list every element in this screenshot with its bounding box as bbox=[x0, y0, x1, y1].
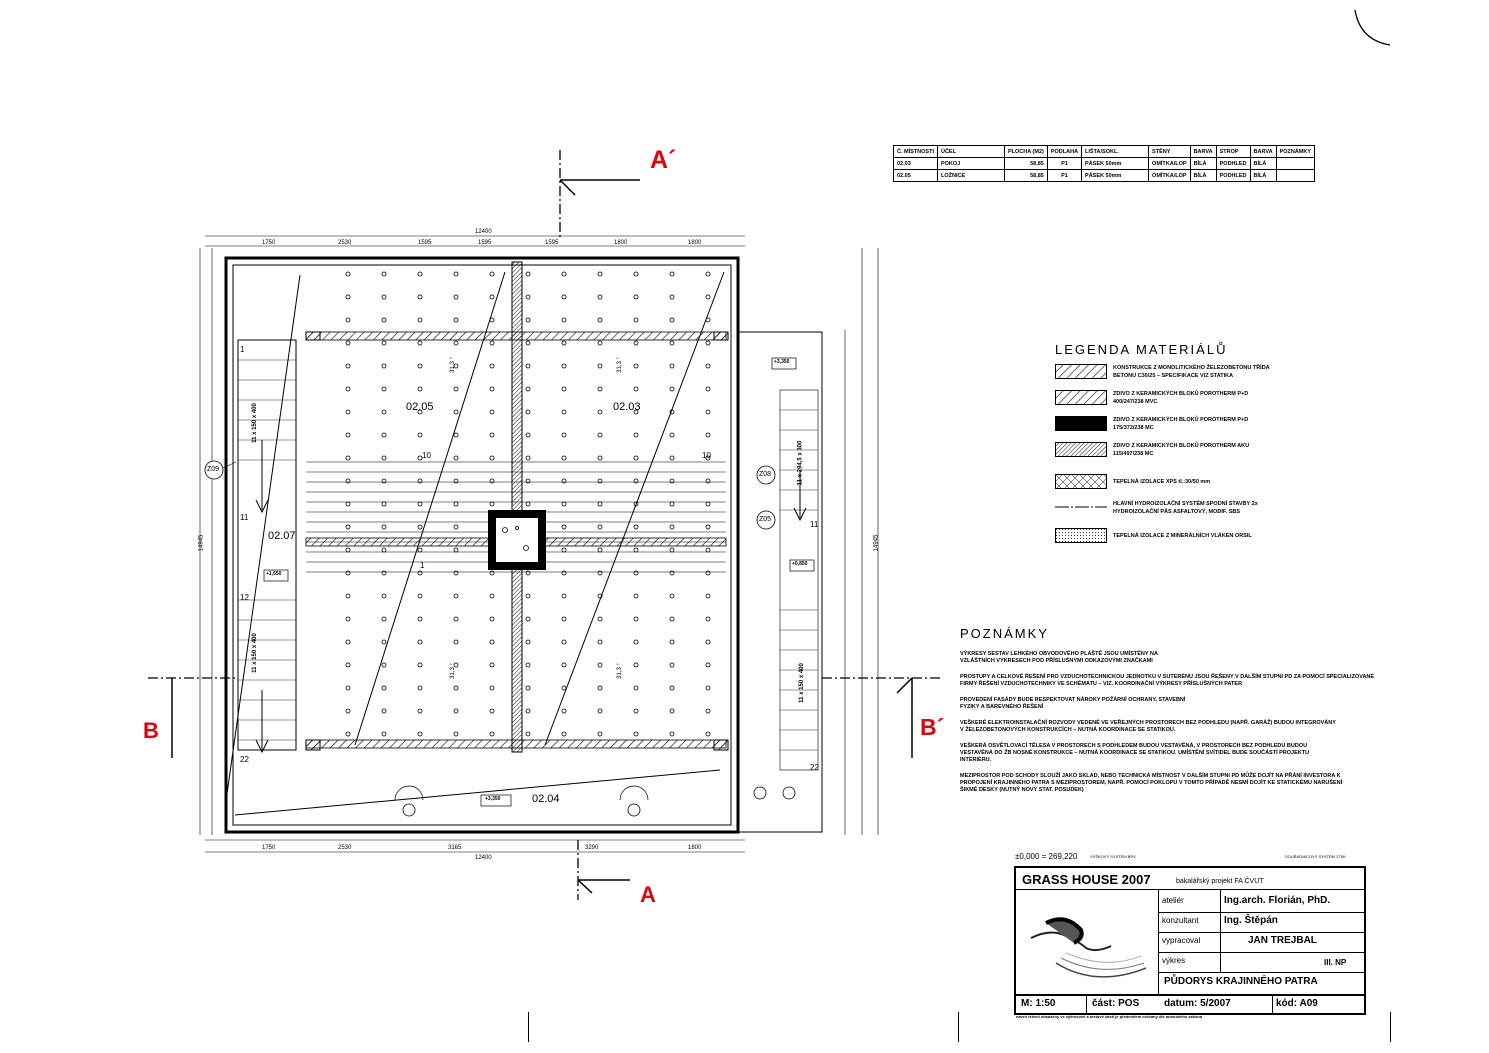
tb-value: Ing. Štěpán bbox=[1224, 915, 1278, 926]
total-width-dim: 12400 bbox=[475, 229, 492, 235]
tb-value: JAN TREJBAL bbox=[1248, 935, 1317, 946]
drawing-name: PŮDORYS KRAJINNÉHO PATRA bbox=[1164, 976, 1318, 987]
dim-bottom: 3165 bbox=[448, 845, 462, 851]
room-schedule-table bbox=[893, 145, 1315, 182]
dim-bottom: 1750 bbox=[262, 845, 276, 851]
note-paragraph: PROVEDENÍ FASÁDY BUDE RESPEKTOVAT NÁROKY POŽÁRNÍ OCHRANY, STAVEBNÍ FYZIKY A BAREVNÉHO ŘEŠENÍ bbox=[960, 697, 1186, 710]
callout-z08: Z08 bbox=[759, 471, 772, 478]
elevation-note: VÝŠKOVÝ SYSTÉM BPV bbox=[1090, 854, 1136, 859]
legend-item-label: HLAVNÍ HYDROIZOLAČNÍ SYSTÉM SPODNÍ STAVBY 2x HYDROIZOLAČNÍ PÁS ASFALTOVÝ, MODIF. SBS bbox=[1113, 501, 1258, 515]
title-block bbox=[1014, 866, 1366, 1015]
room-label-0203: 02.03 bbox=[613, 401, 641, 413]
dim-top: 1800 bbox=[614, 240, 628, 246]
table-cell: PODHLED bbox=[1216, 170, 1250, 182]
level-mark: +3,350 bbox=[774, 359, 790, 365]
tb-value: Ing.arch. Florián, PhD. bbox=[1224, 895, 1331, 906]
dots-swatch-icon bbox=[1055, 528, 1107, 543]
tb-label: výkres bbox=[1162, 956, 1186, 965]
dim-top: 1595 bbox=[418, 240, 432, 246]
table-header-cell: BARVA bbox=[1190, 146, 1216, 158]
table-cell: PÁSEK 50mm bbox=[1082, 158, 1149, 170]
slope-mark: 31,3 ° bbox=[449, 357, 456, 373]
legend-title: LEGENDA MATERIÁLŮ bbox=[1055, 342, 1228, 357]
hatch-dense-swatch-icon bbox=[1055, 442, 1107, 457]
hatch-wide-swatch-icon bbox=[1055, 364, 1107, 379]
dim-top: 1750 bbox=[262, 240, 276, 246]
callout-z09: Z09 bbox=[207, 466, 220, 473]
project-subtitle: bakalářský projekt FA ČVUT bbox=[1176, 878, 1264, 885]
solid-swatch-icon bbox=[1055, 416, 1107, 431]
total-height-dim: 14945 bbox=[873, 534, 880, 552]
line-swatch-icon bbox=[1055, 500, 1107, 515]
dim-top: 2530 bbox=[338, 240, 352, 246]
callout-z05: Z05 bbox=[759, 516, 772, 523]
note-paragraph: PROSTUPY A CELKOVÉ ŘEŠENÍ PRO VZDUCHOTECHNICKOU JEDNOTKU V SUTERÉNU JSOU ŘEŠENY V DALŠÍM STUPNI PD ZA POMOCÍ SPECIALIZOVANÉ FIRMY ŘEŠENÍ VZDUCHOTECHNIKY VE SCHÉMATU – VIZ. KOORDINAČNÍ VÝKRESY PŘÍSLUŠNÝCH PATER bbox=[960, 674, 1375, 687]
table-cell: PÁSEK 50mm bbox=[1082, 170, 1149, 182]
table-header-cell: BARVA bbox=[1250, 146, 1276, 158]
tb-value: III. NP bbox=[1324, 958, 1347, 967]
tb-hline bbox=[1158, 912, 1364, 913]
legend-item-label: TEPELNÁ IZOLACE Z MINERÁLNÍCH VLÁKEN ORSIL bbox=[1113, 533, 1252, 539]
tb-label: ateliér bbox=[1162, 896, 1184, 905]
stair-spec: 11 x 294,5 x 300 bbox=[797, 440, 804, 486]
tb-vline bbox=[1220, 890, 1221, 972]
tb-vline bbox=[1158, 890, 1159, 994]
stair-spec: 11 x 150 x 400 bbox=[251, 633, 258, 673]
table-cell bbox=[1276, 158, 1314, 170]
level-mark: +0,850 bbox=[792, 561, 808, 567]
table-header-cell: PODLAHA bbox=[1047, 146, 1081, 158]
stair-spec: 11 x 150 x 400 bbox=[251, 403, 258, 443]
table-cell: P1 bbox=[1047, 158, 1081, 170]
step-number: 11 bbox=[810, 520, 819, 529]
slope-mark: 31,3 ° bbox=[616, 663, 623, 679]
slope-mark: 31,3 ° bbox=[616, 357, 623, 373]
legend-item-label: ZDIVO Z KERAMICKÝCH BLOKŮ POROTHERM P+D 400/247/238 MVC bbox=[1113, 391, 1249, 405]
grass-sketch-image bbox=[1026, 908, 1151, 983]
note-paragraph: VEŠKERÁ OSVĚTLOVACÍ TĚLESA V PROSTORECH S PODHLEDEM BUDOU VESTAVĚNÁ, V PROSTORECH BEZ PODHLEDU BUDOU VESTAVĚNÁ DO ŽB NOSNÉ KONSTRUKCE – NUTNÁ KOORDINACE SE STATIKOU. UMÍSTĚNÍ SVÍTIDEL BUDE SOUČÁSTÍ PROJEKTU INTERIÉRU. bbox=[960, 743, 1310, 763]
tb-vline bbox=[1086, 995, 1087, 1013]
legend-item-label: ZDIVO Z KERAMICKÝCH BLOKŮ POROTHERM P+D 175/372/238 MC bbox=[1113, 417, 1249, 431]
table-cell: 02.03 bbox=[894, 158, 938, 170]
step-number: 22 bbox=[810, 763, 819, 772]
note-paragraph: VÝKRESY SESTAV LEHKÉHO OBVODOVÉHO PLÁŠTĚ JSOU UMÍSTĚNY NA VZLÁŠTNÍCH VÝKRESECH POD PŘÍSLUŠNÝMI ODKAZOVÝMI ZNAČKAMI bbox=[960, 651, 1158, 664]
tb-hline bbox=[1158, 932, 1364, 933]
table-header-row bbox=[894, 146, 1315, 158]
note-paragraph: VEŠKERÉ ELEKTROINSTALAČNÍ ROZVODY VEDENÉ VE VEŘEJNÝCH PROSTORECH BEZ PODHLEDU (NAPŘ. GARÁŽ) BUDOU INTEGROVÁNY V ŽELEZOBETONOVÝCH KONSTRUKCÍCH – NUTNÁ KOORDINACE SE STATIKOU. bbox=[960, 720, 1336, 733]
section-a-bottom: A bbox=[640, 882, 656, 907]
notes-title: POZNÁMKY bbox=[960, 626, 1049, 641]
scale-value: M: 1:50 bbox=[1021, 998, 1056, 1009]
table-header-cell: PLOCHA (M2) bbox=[1004, 146, 1047, 158]
dim-top: 1595 bbox=[478, 240, 492, 246]
step-number: 22 bbox=[240, 755, 249, 764]
table-cell: OMÍTKA/LOP bbox=[1149, 170, 1191, 182]
level-mark: +1,650 bbox=[266, 571, 282, 577]
step-number: 10 bbox=[702, 451, 711, 460]
elevation-reference: ±0,000 = 269,220 bbox=[1015, 852, 1078, 861]
slope-mark: 31,3 ° bbox=[449, 663, 456, 679]
notes-section bbox=[960, 626, 1380, 803]
table-cell: LOŽNICE bbox=[937, 170, 1004, 182]
cross-hatch-swatch-icon bbox=[1055, 474, 1107, 489]
tb-label: konzultant bbox=[1162, 916, 1199, 925]
dim-bottom: 2530 bbox=[338, 845, 352, 851]
dim-bottom: 1800 bbox=[688, 845, 702, 851]
table-cell: BÍLÁ bbox=[1190, 158, 1216, 170]
dim-bottom: 3290 bbox=[585, 845, 599, 851]
part-value: část: POS bbox=[1092, 998, 1140, 1009]
table-header-cell: STROP bbox=[1216, 146, 1250, 158]
step-number: 12 bbox=[240, 593, 249, 602]
table-header-cell: POZNÁMKY bbox=[1276, 146, 1314, 158]
section-b-right: B´ bbox=[920, 714, 945, 740]
coordinate-note: SOUŘADNICOVÝ SYSTÉM JTSK bbox=[1285, 854, 1346, 859]
table-cell: OMÍTKA/LOP bbox=[1149, 158, 1191, 170]
legend-item-label: TEPELNÁ IZOLACE XPS tl.:30/50 mm bbox=[1113, 479, 1211, 485]
copyright-note: návrh řešení obsažený ve výkresové a textové části je předmětem ochrany dle autorského zákona bbox=[1016, 1014, 1203, 1019]
step-number: 11 bbox=[240, 513, 249, 522]
section-a-top: A´ bbox=[650, 146, 677, 174]
tb-hline bbox=[1016, 994, 1364, 996]
code-value: kód: A09 bbox=[1276, 998, 1318, 1009]
table-cell: 02.05 bbox=[894, 170, 938, 182]
table-cell: 58,85 bbox=[1004, 170, 1047, 182]
total-width-dim: 12400 bbox=[475, 855, 492, 861]
table-header-cell: ÚČEL bbox=[937, 146, 1004, 158]
table-header-cell: Č. MÍSTNOSTI bbox=[894, 146, 938, 158]
note-paragraph: MEZIPROSTOR POD SCHODY SLOUŽÍ JAKO SKLAD, NEBO TECHNICKÁ MÍSTNOST V DALŠÍM STUPNI PD MŮŽE DOJÍT NA PŘÁNÍ INVESTORA K PROPOJENÍ KRAJINNÉHO PATRA S MEZIPROSTOREM, NAPŘ. POMOCÍ POKLOPU V TOMTO PŘÍPADĚ NESMÍ DOJÍT KE STATICKÉMU NARUŠENÍ ŠIKMÉ DESKY (NUTNÝ NOVÝ STAT. POSUDEK) bbox=[960, 773, 1343, 793]
tb-hline bbox=[1158, 972, 1364, 973]
hatch-medium-swatch-icon bbox=[1055, 390, 1107, 405]
total-height-dim: 14945 bbox=[198, 534, 205, 552]
room-label-0207: 02.07 bbox=[268, 530, 296, 542]
tb-vline bbox=[1272, 995, 1273, 1013]
dim-top: 1595 bbox=[545, 240, 559, 246]
level-mark: +3,350 bbox=[485, 796, 501, 802]
legend-item-label: KONSTRUKCE Z MONOLITICKÉHO ŽELEZOBETONU TŘÍDA BETONU C30/25 – SPECIFIKACE VIZ STATIKA bbox=[1113, 365, 1270, 379]
tb-label: vypracoval bbox=[1162, 936, 1201, 945]
table-header-cell: STĚNY bbox=[1149, 146, 1191, 158]
date-value: datum: 5/2007 bbox=[1164, 998, 1231, 1009]
table-cell: PODHLED bbox=[1216, 158, 1250, 170]
step-number: 10 bbox=[422, 451, 431, 460]
table-header-cell: LIŠTA/SOKL. bbox=[1082, 146, 1149, 158]
table-row bbox=[894, 170, 1315, 182]
table-row bbox=[894, 158, 1315, 170]
step-number: 1 bbox=[240, 345, 245, 354]
table-cell bbox=[1276, 170, 1314, 182]
table-cell: POKOJ bbox=[937, 158, 1004, 170]
step-number: 1 bbox=[420, 561, 425, 570]
room-label-0205: 02.05 bbox=[406, 401, 434, 413]
title-divider bbox=[1016, 889, 1364, 890]
table-cell: BÍLÁ bbox=[1250, 170, 1276, 182]
table-cell: 58,85 bbox=[1004, 158, 1047, 170]
legend-item-label: ZDIVO Z KERAMICKÝCH BLOKŮ POROTHERM AKU 115/497/238 MC bbox=[1113, 443, 1250, 457]
room-label-0204: 02.04 bbox=[532, 793, 560, 805]
stair-spec: 11 x 150 x 400 bbox=[798, 663, 805, 703]
table-cell: BÍLÁ bbox=[1190, 170, 1216, 182]
table-cell: BÍLÁ bbox=[1250, 158, 1276, 170]
dim-top: 1800 bbox=[688, 240, 702, 246]
project-title: GRASS HOUSE 2007 bbox=[1022, 872, 1151, 887]
table-cell: P1 bbox=[1047, 170, 1081, 182]
section-b-left: B bbox=[143, 718, 159, 743]
tb-hline bbox=[1158, 952, 1364, 953]
